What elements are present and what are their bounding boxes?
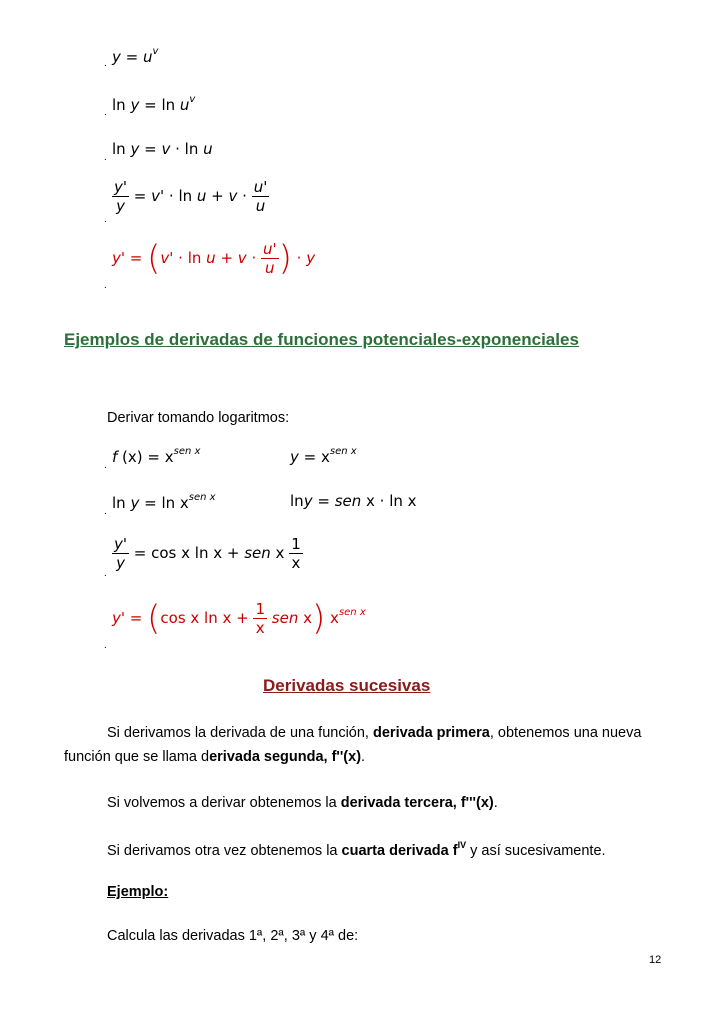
equation-ln-y-v-ln-u: ln y = v · ln u [112, 140, 213, 158]
bullet-dot: . [104, 640, 107, 651]
bullet-dot: . [104, 506, 107, 517]
example-label: Ejemplo: [107, 884, 169, 900]
equation-derivative-result: y' = (v' · ln u + v · $\frac{u'}{u}$ ) · y [112, 238, 316, 279]
equation-f-x-sen-x: f $(x) = x^{sen x}$ [112, 446, 201, 466]
paragraph-first-derivative: Si derivamos la derivada de una función, derivada primera, obtenemos una nueva [107, 725, 642, 741]
bullet-dot: . [104, 214, 107, 225]
equation-ln-y-ln-u-v: $\ln y = \ln u^v$ [112, 94, 196, 114]
page-number: 12 [649, 954, 662, 966]
equation-y-x-sen-x: $y = x^{sen x}$ [290, 446, 357, 466]
equation-derivative-quotient: $\frac{y'}{y}$ = v' · ln u + v · $\frac{u'}{u}$ [114, 178, 268, 215]
equation-ln-y-ln-x-sen-x: $\ln y = \ln x^{sen x}$ [112, 492, 216, 512]
heading-exponential-examples: Ejemplos de derivadas de funciones potenciales-exponenciales [64, 330, 579, 349]
bullet-dot: . [104, 152, 107, 163]
equation-y-equals-u-v: $y = u^v$ [112, 46, 159, 66]
paragraph-calculate: Calcula las derivadas 1ª, 2ª, 3ª y 4ª de: [107, 928, 359, 944]
bullet-dot: . [104, 280, 107, 291]
bullet-dot: . [104, 568, 107, 579]
bullet-dot: . [104, 107, 107, 118]
bullet-dot: . [104, 460, 107, 471]
bullet-dot: . [104, 58, 107, 69]
intro-text: Derivar tomando logaritmos: [107, 410, 290, 426]
paragraph-fourth-derivative: Si derivamos otra vez obtenemos la cuarta derivada $f^{IV}$ y así sucesivamente. [107, 840, 606, 859]
equation-ln-y-sen-x-ln-x: lny = sen x · ln x [290, 492, 417, 510]
heading-successive-derivatives: Derivadas sucesivas [263, 676, 431, 695]
paragraph-second-derivative: función que se llama derivada segunda, f''(x). [64, 749, 366, 765]
equation-example-derivative: $\frac{y'}{y}$ = cos x ln x + sen x $\frac{1}{x}$ [114, 535, 301, 572]
equation-example-result: y' = (cos x ln x + $\frac{1}{x}$ sen x) $x^{sen x}$ [112, 598, 366, 639]
paragraph-third-derivative: Si volvemos a derivar obtenemos la derivada tercera, f'''(x). [107, 795, 498, 811]
